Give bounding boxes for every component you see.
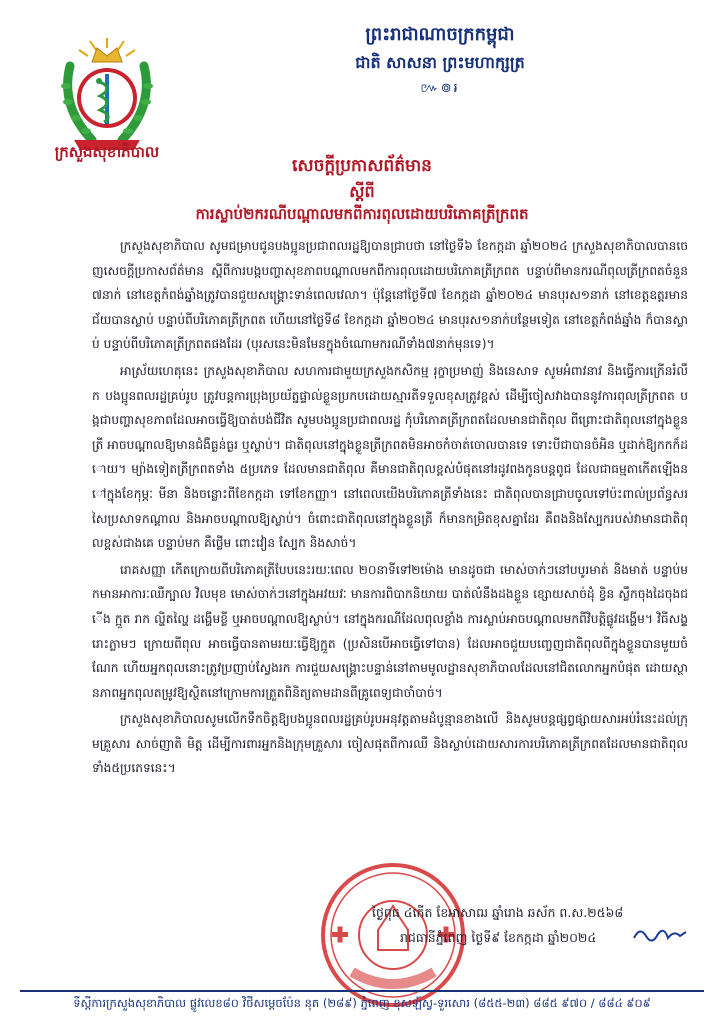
paragraph-3: រោគសញ្ញា កើតក្រោយពីបរិភោគត្រីបែបនេះរយៈពេល ២០នាទីទៅ២ម៉ោង មានដូចជា មោស់ចាក់ៗនៅបបូរមាត់ និងមាត់ បន្ទាប់មកមានអាការៈឈឺក្បាល វិលមុខ មោស់ចាក់ៗនៅក្នុងអវយវៈ មានការពិបាកនិយាយ បាត់លំនឹងដងខ្លួន ខ្សោយសាច់ដុំ ខ្វិន ស្លឹកចុងដៃចុងជើង ក្អួត រាក ល្ហិតល្ហៃ ដង្ហើមខ្លី ឬអាចបណ្តាលឱ្យស្លាប់។ នៅក្នុងករណីដែលពុលខ្លាំង ការស្លាប់អាចបណ្តាលមកពីវិបត្តិផ្លូវដង្ហើម។ វិធីសង្គ្រោះភ្លាមៗ ក្រោយពីពុល អាចធ្វើបានតាមរយៈធ្វើឱ្យក្អួត (ប្រសិនបើអាចធ្វើទៅបាន) ដែលអាចជួយបញ្ចេញជាតិពុលពីក្នុងខ្លួនបានមួយចំណែក ហើយអ្នកពុលនោះត្រូវប្រញាប់ស្វែងរក ការជួយសង្គ្រោះបន្ទាន់នៅតាមមូលដ្ឋានសុខាភិបាលដែលនៅជិតលោកអ្នកបំផុត ដោយស្ថានភាពអ្នកពុលតម្រូវឱ្យស្ថិតនៅក្រោមការត្រួតពិនិត្យតាមដានពីគ្រូពេទ្យជាចាំបាច់។ (92, 562, 688, 700)
ministry-name: ក្រសួងសុខាភិបាល (54, 143, 160, 161)
header-ornament: ៚៙៛ (420, 81, 460, 96)
paragraph-4: ក្រសួងសុខាភិបាលសូមលើកទឹកចិត្តឱ្យបងប្អូនពលរដ្ឋគ្រប់រូបអនុវត្តតាមដំបូន្មានខាងលើ និងសូមបន្តផ្សព្វផ្សាយសារអប់រំនេះដល់ក្រុមគ្រួសារ សាច់ញាតិ មិត្ត ដើម្បីការពារអ្នកនិងក្រុមគ្រួសារ ចៀសផុតពីការឈឺ និងស្លាប់ដោយសារការបរិភោគត្រីក្រពតដែលមានជាតិពុលទាំង៥ប្រភេទនេះ។ (92, 712, 688, 776)
signature-icon (630, 922, 690, 946)
national-motto: ជាតិ សាសនា ព្រះមហាក្សត្រ (355, 53, 525, 72)
document-title: សេចក្តីប្រកាសព័ត៌មាន (292, 156, 432, 176)
document-body (92, 234, 688, 783)
solar-date: រាជធានីភ្នំពេញ ថ្ងៃទី៩ ខែកក្កដា ឆ្នាំ២០២៤ (400, 930, 597, 945)
paragraph-2: អាស្រ័យហេតុនេះ ក្រសួងសុខាភិបាល សហការជាមួយក្រសួងកសិកម្ម រុក្ខាប្រមាញ់ និងនេសាទ សូមអំពាវនាវ និងធ្វើការក្រើនរំលឹក បងប្អូនពលរដ្ឋគ្រប់រូប ត្រូវបន្តការប្រុងប្រយ័ត្នផ្ទាល់ខ្លួនប្រកបដោយស្មារតីទទួលខុសត្រូវខ្ពស់ ដើម្បីចៀសវាងបាននូវការពុលត្រីក្រពត បង្កជាបញ្ហាសុខភាពដែលអាចធ្វើឱ្យបាត់បង់ជីវិត សូមបងប្អូនប្រជាពលរដ្ឋ កុំបរិភោគត្រីក្រពតដែលមានជាតិពុល ពីព្រោះជាតិពុលនៅក្នុងខ្លួនត្រី អាចបណ្តាលឱ្យមានជំងឺធ្ងន់ធ្ងរ ឬស្លាប់។ ជាតិពុលនៅក្នុងខ្លួនត្រីក្រពតមិនអាចកំចាត់ចោលបានទេ ទោះបីជាបានចំអិន ឬដាក់ឱ្យកកក៏ដោយ។ ម្យ៉ាងទៀតត្រីក្រពតទាំង ៥ប្រភេទ ដែលមានជាតិពុល គឺមានជាតិពុលខ្ពស់បំផុតនៅរដូវពងកូនបន្តពូជ ដែលជាធម្មតាកើតឡើងនៅក្នុងខែកុម្ភៈ មីនា និងចន្លោះពីខែកក្កដា ទៅខែកញ្ញា។ នៅពេលយើងបរិភោគត្រីទាំងនេះ ជាតិពុលបានជ្រាបចូលទៅប៉ះពាល់ប្រព័ន្ធសរសៃប្រសាទកណ្តាល និងអាចបណ្តាលឱ្យស្លាប់។ ចំពោះជាតិពុលនៅក្នុងខ្លួនត្រី ក៏មានកម្រិតខុសគ្នាដែរ គឺពងនិងស្បែករបស់វាមានជាតិពុលខ្ពស់ជាងគេ បន្ទាប់មក គឺថ្លើម ពោះវៀន ស្បែក និងសាច់។ (92, 363, 688, 551)
paragraph-1: ក្រសួងសុខាភិបាល សូមជម្រាបជូនបងប្អូនប្រជាពលរដ្ឋឱ្យបានជ្រាបថា នៅថ្ងៃទី៦ ខែកក្កដា ឆ្នាំ២០២៤ ក្រសួងសុខាភិបាលបានចេញសេចក្តីប្រកាសព័ត៌មាន ស្តីពីការបង្កបញ្ហាសុខភាពបណ្តាលមកពីការពុលដោយបរិភោគត្រីក្រពត បន្ទាប់ពីមានករណីពុលត្រីក្រពតចំនួន៧នាក់ នៅខេត្តកំពង់ឆ្នាំងត្រូវបានជួយសង្គ្រោះទាន់ពេលវេលា។ ប៉ុន្តែនៅថ្ងៃទី៧ ខែកក្កដា ឆ្នាំ២០២៤ មានបុរស១នាក់ នៅខេត្តឧត្តរមានជ័យបានស្លាប់ បន្ទាប់ពីបរិភោគត្រីក្រពត ហើយនៅថ្ងៃទី៨ ខែកក្កដា ឆ្នាំ២០២៤ មានបុរស១នាក់បន្ថែមទៀត នៅខេត្តកំពង់ឆ្នាំង ក៏បានស្លាប់ បន្ទាប់ពីបរិភោគត្រីក្រពតផងដែរ (បុរសនេះមិនមែនក្នុងចំណោមករណីទាំង៧នាក់មុនទេ)។ (92, 239, 688, 352)
document-subtitle: ស្តីពី (349, 182, 375, 201)
footer-address: ទីស្តីការក្រសួងសុខាភិបាល ផ្លូវលេខ៨០ វិថីសម្តេចប៉ែន នុត (២៨៩) ភ្នំពេញ ខុសឡ៍ស្វ-ទួរសោរ (៨៥៥-២៣) ៨៨៥ ៩៧០ / ៨៨៤ ៩០៩ (73, 996, 651, 1010)
footer-divider (20, 990, 704, 992)
kingdom-header: ព្រះរាជាណាចក្រកម្ពុជា (365, 24, 515, 45)
ministry-logo-icon (52, 36, 162, 154)
document-headline: ការស្លាប់២ករណីបណ្តាលមកពីការពុលដោយបរិភោគត្រីក្រពត (195, 205, 529, 223)
lunar-date: ថ្ងៃពុធ ៤កើត ខែអាសាឍ ឆ្នាំរោង ឆស័ក ព.ស.២៥៦៨ (372, 905, 624, 920)
